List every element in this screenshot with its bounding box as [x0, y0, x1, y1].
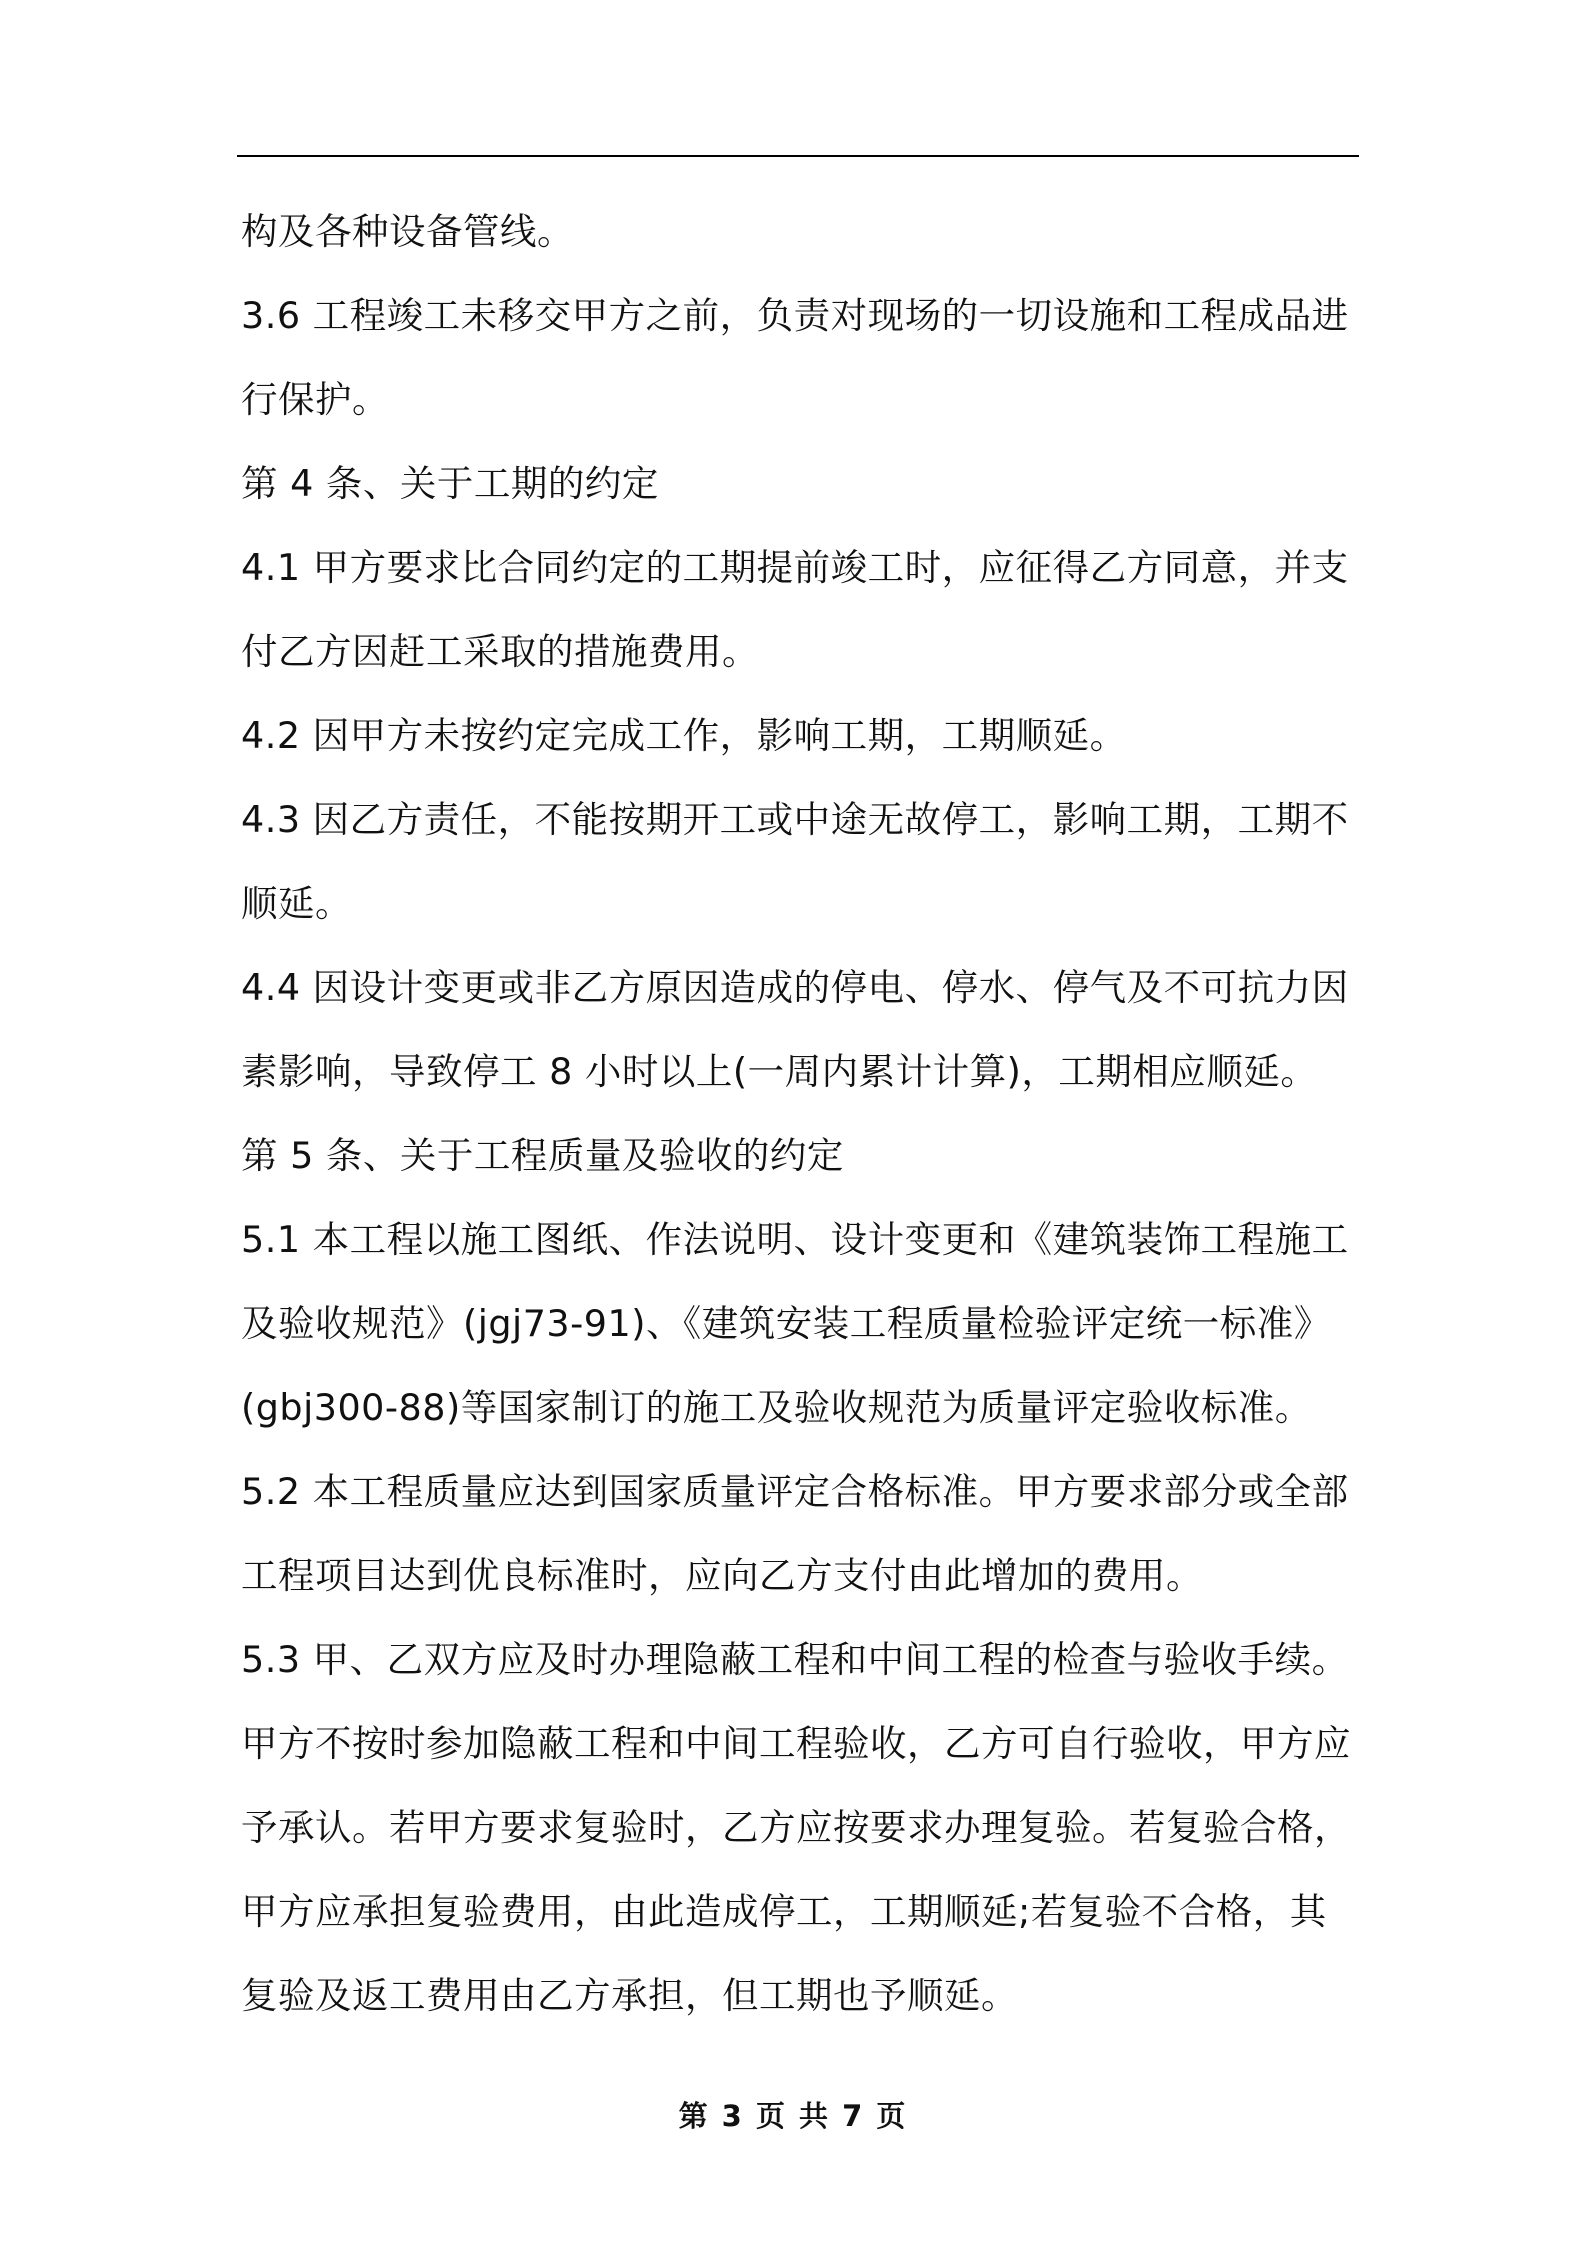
text-line: 行保护。	[241, 378, 389, 421]
text-line: 4.4 因设计变更或非乙方原因造成的停电、停水、停气及不可抗力因	[241, 966, 1349, 1009]
text-line: 5.1 本工程以施工图纸、作法说明、设计变更和《建筑装饰工程施工	[241, 1218, 1349, 1261]
text-line: 工程项目达到优良标准时，应向乙方支付由此增加的费用。	[241, 1554, 1203, 1597]
text-line: 构及各种设备管线。	[241, 210, 574, 253]
text-line: 甲方不按时参加隐蔽工程和中间工程验收，乙方可自行验收，甲方应	[241, 1722, 1351, 1765]
text-line: (gbj300-88)等国家制订的施工及验收规范为质量评定验收标准。	[241, 1386, 1312, 1429]
text-line: 及验收规范》(jgj73-91)、《建筑安装工程质量检验评定统一标准》	[241, 1302, 1331, 1345]
page-number: 第 3 页 共 7 页	[678, 2099, 908, 2133]
text-line: 4.1 甲方要求比合同约定的工期提前竣工时，应征得乙方同意，并支	[241, 546, 1349, 589]
text-line: 甲方应承担复验费用，由此造成停工，工期顺延;若复验不合格，其	[241, 1890, 1327, 1933]
text-line: 复验及返工费用由乙方承担，但工期也予顺延。	[241, 1974, 1018, 2017]
text-line: 4.3 因乙方责任，不能按期开工或中途无故停工，影响工期，工期不	[241, 798, 1349, 841]
text-line: 3.6 工程竣工未移交甲方之前，负责对现场的一切设施和工程成品进	[241, 294, 1349, 337]
document-body	[241, 190, 1361, 2038]
section-heading: 第 4 条、关于工期的约定	[241, 462, 659, 505]
text-line: 5.3 甲、乙双方应及时办理隐蔽工程和中间工程的检查与验收手续。	[241, 1638, 1349, 1681]
text-line: 4.2 因甲方未按约定完成工作，影响工期，工期顺延。	[241, 714, 1127, 757]
text-line: 予承认。若甲方要求复验时，乙方应按要求办理复验。若复验合格，	[241, 1806, 1351, 1849]
text-line: 顺延。	[241, 882, 352, 925]
header-rule	[237, 155, 1359, 157]
text-line: 付乙方因赶工采取的措施费用。	[241, 630, 759, 673]
text-line: 5.2 本工程质量应达到国家质量评定合格标准。甲方要求部分或全部	[241, 1470, 1349, 1513]
section-heading: 第 5 条、关于工程质量及验收的约定	[241, 1134, 844, 1177]
text-line: 素影响，导致停工 8 小时以上(一周内累计计算)，工期相应顺延。	[241, 1050, 1318, 1093]
